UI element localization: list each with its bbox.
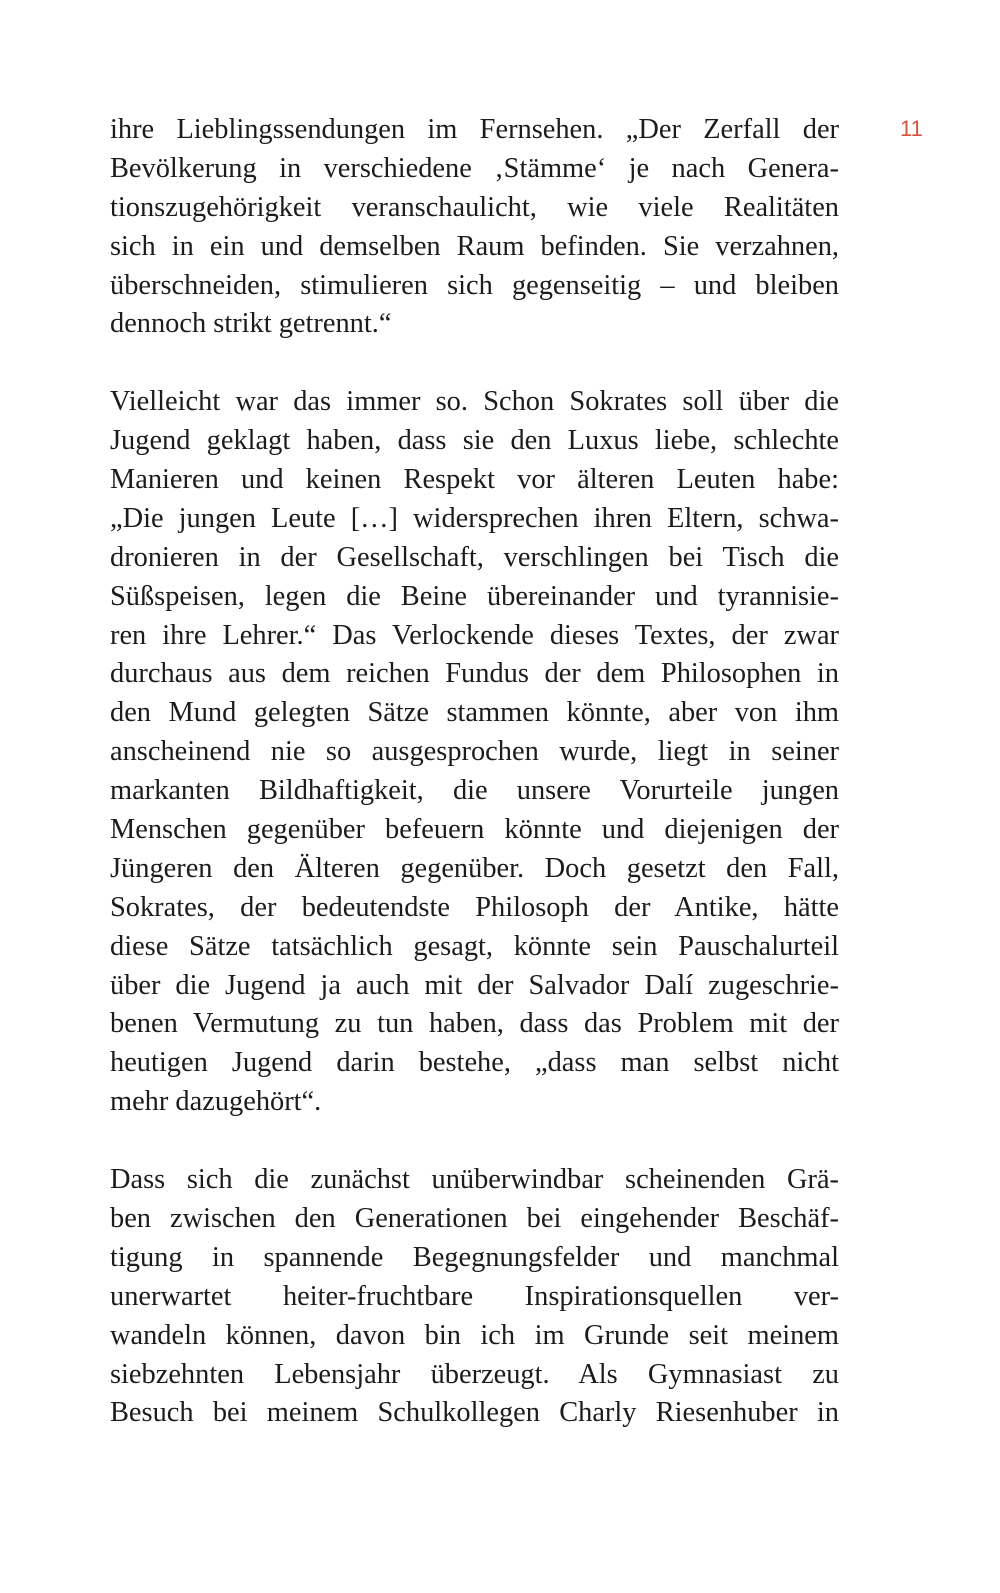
text-line: Besuch bei meinem Schulkollegen Charly Riesenhuber in [110, 1397, 839, 1429]
page-number: 11 [900, 116, 923, 141]
text-line: durchaus aus dem reichen Fundus der dem Philosophen in [110, 658, 839, 690]
text-line: Sokrates, der bedeutendste Philosoph der Antike, hätte [110, 891, 839, 923]
text-line: unerwartet heiter-fruchtbare Inspirationsquellen ver- [110, 1280, 839, 1312]
text-line: den Mund gelegten Sätze stammen könnte, aber von ihm [110, 697, 839, 729]
text-line: sich in ein und demselben Raum befinden. Sie verzahnen, [110, 230, 839, 262]
text-line: Jüngeren den Älteren gegenüber. Doch gesetzt den Fall, [110, 852, 839, 884]
text-line: mehr dazugehört“. [110, 1086, 322, 1118]
text-line: dronieren in der Gesellschaft, verschlingen bei Tisch die [110, 541, 839, 573]
text-line: „Die jungen Leute […] widersprechen ihren Eltern, schwa- [110, 502, 839, 534]
text-line: ben zwischen den Generationen bei eingehender Beschäf- [110, 1202, 839, 1234]
text-line: tionszugehörigkeit veranschaulicht, wie viele Realitäten [110, 191, 839, 223]
paragraph-3 [110, 1161, 839, 1433]
text-line: Süßspeisen, legen die Beine übereinander und tyrannisie- [110, 580, 839, 612]
paragraph-2 [110, 383, 839, 1122]
text-line: Vielleicht war das immer so. Schon Sokrates soll über die [110, 386, 839, 418]
text-line: Jugend geklagt haben, dass sie den Luxus liebe, schlechte [110, 425, 839, 457]
text-line: dennoch strikt getrennt.“ [110, 308, 392, 340]
paragraph-1 [110, 111, 839, 344]
text-line: Menschen gegenüber befeuern könnte und diejenigen der [110, 814, 839, 846]
text-line: ihre Lieblingssendungen im Fernsehen. „Der Zerfall der [110, 114, 839, 145]
text-line: überschneiden, stimulieren sich gegenseitig – und bleiben [110, 269, 839, 301]
text-line: benen Vermutung zu tun haben, dass das Problem mit der [110, 1008, 839, 1040]
text-line: wandeln können, davon bin ich im Grunde seit meinem [110, 1319, 839, 1351]
text-line: heutigen Jugend darin bestehe, „dass man selbst nicht [110, 1047, 839, 1079]
text-line: markanten Bildhaftigkeit, die unsere Vorurteile jungen [110, 775, 839, 807]
text-line: diese Sätze tatsächlich gesagt, könnte sein Pauschalurteil [110, 930, 839, 962]
text-line: siebzehnten Lebensjahr überzeugt. Als Gymnasiast zu [110, 1358, 839, 1390]
text-line: ren ihre Lehrer.“ Das Verlockende dieses Textes, der zwar [110, 619, 839, 651]
body-text [110, 111, 839, 1433]
text-line: Bevölkerung in verschiedene ‚Stämme‘ je nach Genera- [110, 152, 839, 184]
text-line: Manieren und keinen Respekt vor älteren Leuten habe: [110, 464, 839, 496]
text-line: tigung in spannende Begegnungsfelder und manchmal [110, 1241, 839, 1273]
text-line: über die Jugend ja auch mit der Salvador Dalí zugeschrie- [110, 969, 839, 1001]
text-line: anscheinend nie so ausgesprochen wurde, liegt in seiner [110, 736, 839, 768]
text-line: Dass sich die zunächst unüberwindbar scheinenden Grä- [110, 1164, 839, 1196]
